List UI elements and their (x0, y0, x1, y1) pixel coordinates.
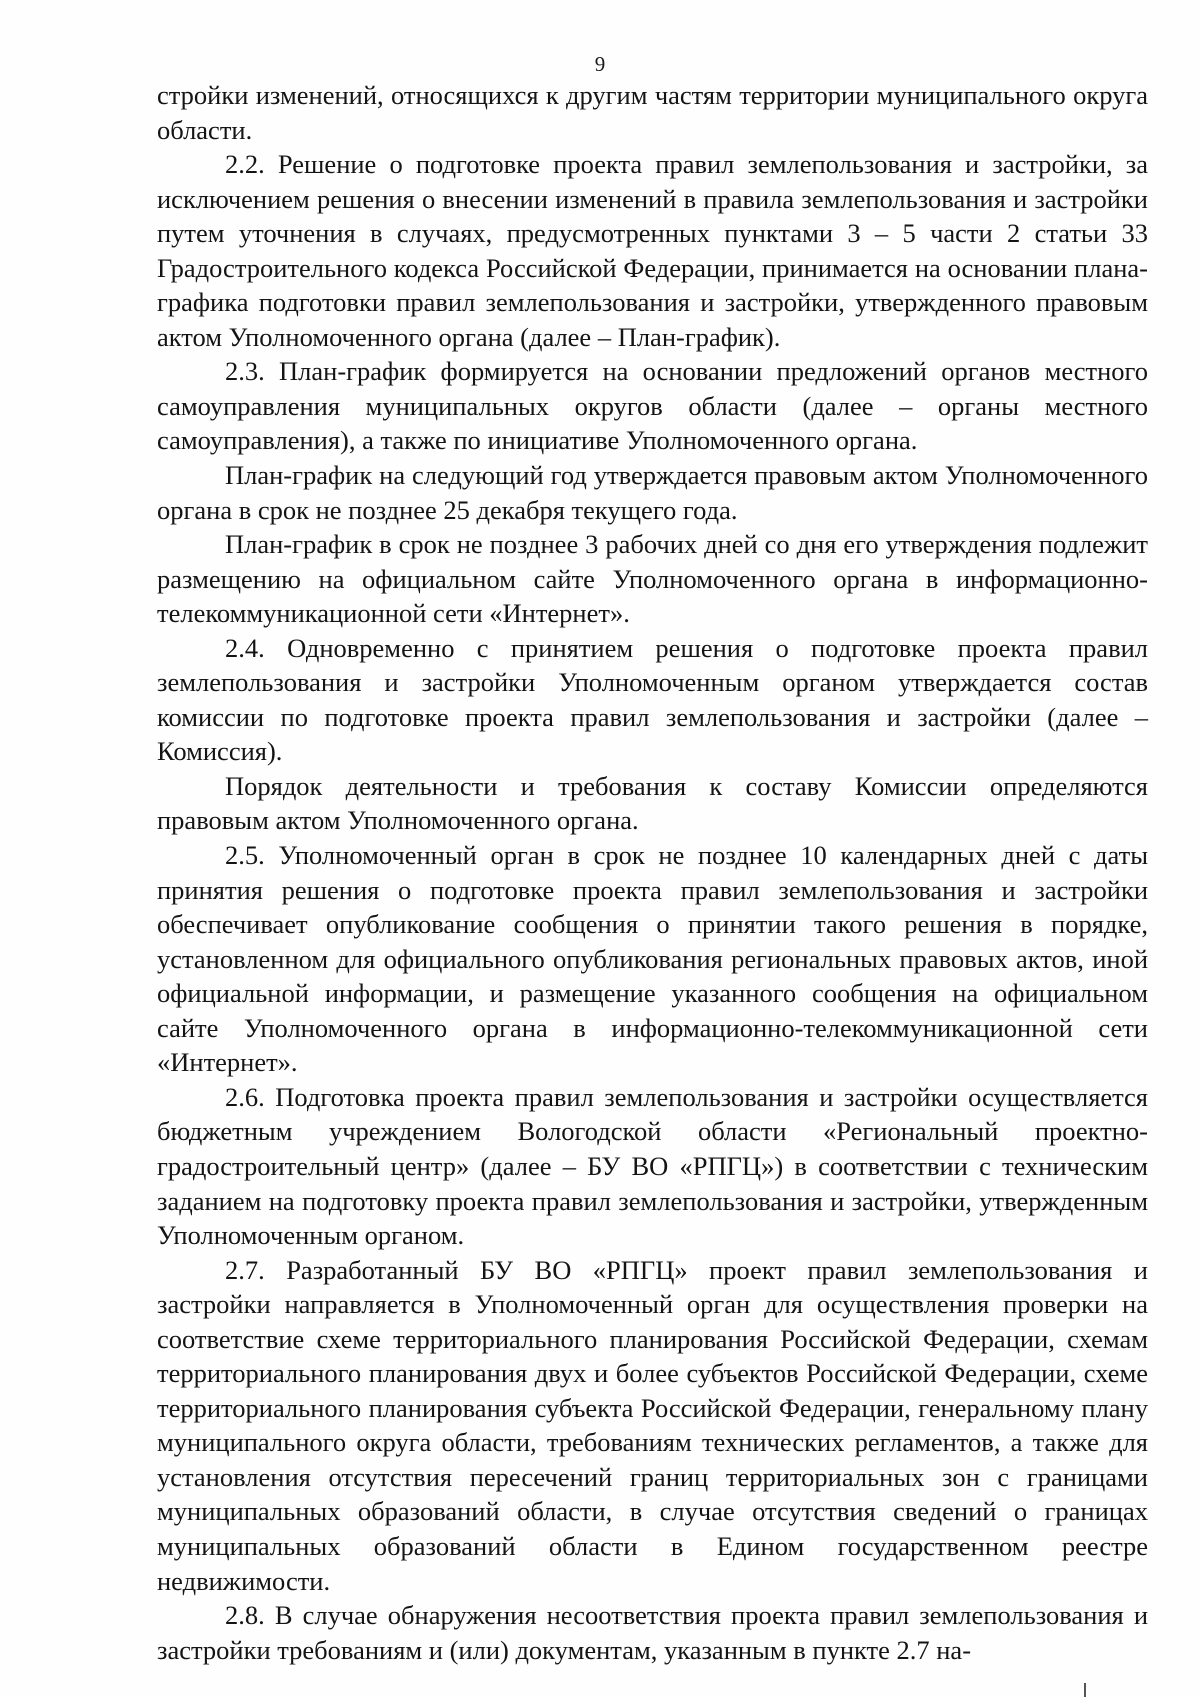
paragraph-2-8: 2.8. В случае обнаружения несоответствия проекта правил землепользования и застройки требованиям и (или) документам, указанным в пункте 2.7 на- (157, 1600, 1148, 1665)
document-body (157, 78, 1148, 1667)
paragraph-plan-publication: План-график в срок не позднее 3 рабочих дней со дня его утверждения подлежит размещению на официальном сайте Уполномоченного органа в информационно-телекоммуникационной сети «Интернет». (157, 529, 1148, 629)
scan-mark (1084, 1683, 1086, 1697)
paragraph-2-3: 2.3. План-график формируется на основании предложений органов местного самоуправления муниципальных округов области (далее – органы местного самоуправления), а также по инициативе Уполномоченного органа. (157, 356, 1148, 456)
paragraph-2-5: 2.5. Уполномоченный орган в срок не позднее 10 календарных дней с даты принятия решения о подготовке проекта правил землепользования и застройки обеспечивает опубликование сообщения о принятии такого решения в порядке, установленном для официального опубликования региональных правовых актов, иной официальной информации, и размещение указанного сообщения на официальном сайте Уполномоченного органа в информационно-телекоммуникационной сети «Интернет». (157, 840, 1148, 1078)
paragraph-plan-approval: План-график на следующий год утверждается правовым актом Уполномоченного органа в срок не позднее 25 декабря текущего года. (157, 460, 1148, 525)
page-number: 9 (594, 52, 606, 76)
paragraph-2-4: 2.4. Одновременно с принятием решения о подготовке проекта правил землепользования и застройки Уполномоченным органом утверждается состав комиссии по подготовке проекта правил землепользования и застройки (далее – Комиссия). (157, 632, 1148, 767)
paragraph-continuation: стройки изменений, относящихся к другим частям территории муниципального округа области. (157, 80, 1148, 145)
paragraph-2-6: 2.6. Подготовка проекта правил землепользования и застройки осуществляется бюджетным учреждением Вологодской области «Региональный проектно-градостроительный центр» (далее – БУ ВО «РПГЦ») в соответствии с техническим заданием на подготовку проекта правил землепользования и застройки, утвержденным Уполномоченным органом. (157, 1081, 1148, 1251)
paragraph-2-2: 2.2. Решение о подготовке проекта правил землепользования и застройки, за исключением решения о внесении изменений в правила землепользования и застройки путем уточнения в случаях, предусмотренных пунктами 3 – 5 части 2 статьи 33 Градостроительного кодекса Российской Федерации, принимается на основании плана-графика подготовки правил землепользования и застройки, утвержденного правовым актом Уполномоченного органа (далее – План-график). (157, 149, 1148, 352)
paragraph-2-7: 2.7. Разработанный БУ ВО «РПГЦ» проект правил землепользования и застройки направляется в Уполномоченный орган для осуществления проверки на соответствие схеме территориального планирования Российской Федерации, схемам территориального планирования двух и более субъектов Российской Федерации, схеме территориального планирования субъекта Российской Федерации, генеральному плану муниципального округа области, требованиям технических регламентов, а также для установления отсутствия пересечений границ территориальных зон с границами муниципальных образований области, в случае отсутствия сведений о границах муниципальных образований области в Едином государственном реестре недвижимости. (157, 1254, 1148, 1596)
paragraph-commission-order: Порядок деятельности и требования к составу Комиссии определяются правовым актом Уполномоченного органа. (157, 770, 1148, 836)
